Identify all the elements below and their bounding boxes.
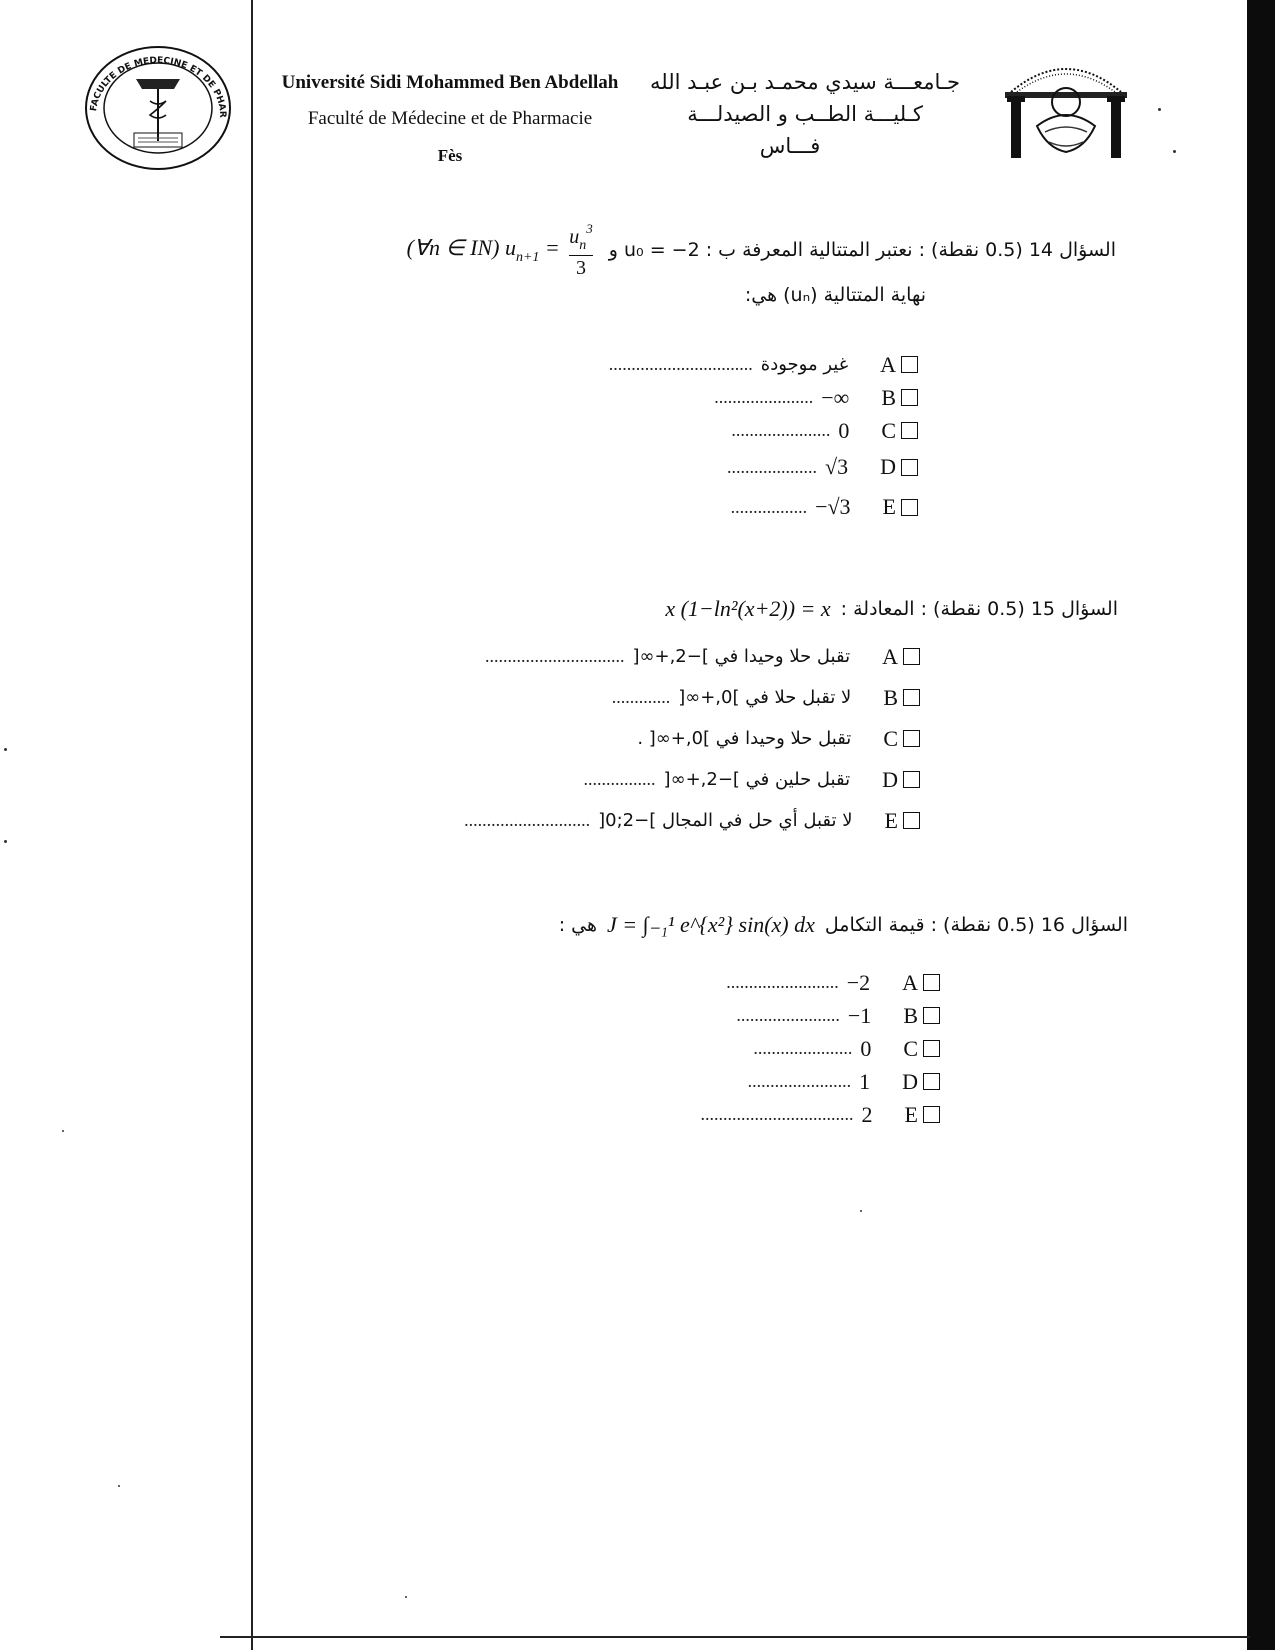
- q16-integral: J = ∫₋₁¹ e^{x²} sin(x) dx: [607, 912, 815, 937]
- q15-option-b-checkbox[interactable]: [903, 689, 920, 706]
- q14-option-b-text: −∞: [821, 384, 850, 410]
- q14-option-a-text: غير موجودة: [760, 354, 849, 375]
- q16-option-e-text: 2: [861, 1101, 873, 1127]
- q16-option-e[interactable]: .................................. 2 E: [560, 1098, 940, 1131]
- scan-speck: [1158, 108, 1161, 111]
- q15-option-a-checkbox[interactable]: [903, 648, 920, 665]
- q16-option-b-text: −1: [847, 1002, 872, 1028]
- q16-option-a[interactable]: ......................... −2 A: [560, 966, 940, 999]
- scan-speck: [4, 748, 7, 751]
- seal-text: FACULTE DE MEDECINE ET DE PHAR: [89, 55, 228, 118]
- q15-option-e-checkbox[interactable]: [903, 812, 920, 829]
- city-ar: فـــاس: [759, 134, 821, 158]
- q15-options: [370, 636, 920, 841]
- q16-option-d-checkbox[interactable]: [923, 1073, 940, 1090]
- q15-option-d-text: تقبل حلين في ]−2,+∞[: [663, 769, 851, 790]
- scan-speck: [405, 1596, 407, 1598]
- q14-option-e-text: −√3: [815, 494, 851, 519]
- university-name-fr: Université Sidi Mohammed Ben Abdellah: [281, 72, 619, 93]
- q14-options: [520, 348, 918, 527]
- scan-left-line: [251, 0, 253, 1650]
- q15-option-c-text: تقبل حلا وحيدا في ]0,+∞[ .: [637, 728, 852, 749]
- faculty-name-ar: كـليـــة الطــب و الصيدلـــة: [687, 102, 923, 126]
- q14-option-e[interactable]: ................. −√3 E: [520, 487, 918, 527]
- q15-option-c[interactable]: تقبل حلا وحيدا في ]0,+∞[ . C: [370, 718, 920, 759]
- q15-option-a[interactable]: ............................... تقبل حلا وحيدا في ]−2,+∞[ A: [370, 636, 920, 677]
- q16-option-c-text: 0: [860, 1035, 872, 1061]
- q16-option-b-checkbox[interactable]: [923, 1007, 940, 1024]
- scan-right-edge: [1247, 0, 1275, 1650]
- q14-option-c-checkbox[interactable]: [901, 422, 918, 439]
- scan-bottom-line: [220, 1636, 1250, 1638]
- q16-title: السؤال 16 (0.5 نقطة) : قيمة التكامل: [824, 914, 1128, 936]
- q14-subtitle: نهاية المتتالية (uₙ) هي:: [744, 284, 926, 306]
- q14-option-e-checkbox[interactable]: [901, 499, 918, 516]
- q16-option-c-checkbox[interactable]: [923, 1040, 940, 1057]
- scan-speck: [1173, 150, 1176, 153]
- q15-option-a-text: تقبل حلا وحيدا في ]−2,+∞[: [632, 646, 851, 667]
- q16-option-c[interactable]: ...................... 0 C: [560, 1032, 940, 1065]
- q14-option-d[interactable]: .................... √3 D: [520, 447, 918, 487]
- q14-recurrence-formula: (∀n ∈ IN) $u_{n+1}$ = $\frac{u_n^3}{3}$: [406, 221, 593, 279]
- q16-header: [540, 912, 1128, 938]
- q15-option-b-text: لا تقبل حلا في ]0,+∞[: [678, 687, 852, 708]
- q14-option-b-checkbox[interactable]: [901, 389, 918, 406]
- q14-title: السؤال 14 (0.5 نقطة) : نعتبر المتتالية المعرفة ب : 2− = u₀ و: [608, 239, 1116, 261]
- q14-option-d-checkbox[interactable]: [901, 459, 918, 476]
- q15-title: السؤال 15 (0.5 نقطة) : المعادلة :: [840, 598, 1118, 620]
- q14-header: [356, 222, 1116, 278]
- q15-option-b[interactable]: ............. لا تقبل حلا في ]0,+∞[ B: [370, 677, 920, 718]
- q16-options: [560, 966, 940, 1131]
- q16-option-a-text: −2: [846, 969, 871, 995]
- q15-option-e[interactable]: ............................ لا تقبل أي حل في المجال ]−2;0[ E: [370, 800, 920, 841]
- q15-option-d[interactable]: ................ تقبل حلين في ]−2,+∞[ D: [370, 759, 920, 800]
- scan-speck: [860, 1210, 862, 1212]
- scan-speck: [118, 1485, 120, 1487]
- q14-option-a-checkbox[interactable]: [901, 356, 918, 373]
- q15-option-c-checkbox[interactable]: [903, 730, 920, 747]
- scan-speck: [62, 1130, 64, 1132]
- scan-speck: [4, 840, 7, 843]
- q14-option-c-text: 0: [838, 417, 850, 443]
- q14-option-a[interactable]: ................................ غير موجودة A: [520, 348, 918, 381]
- q14-option-d-text: √3: [825, 454, 849, 479]
- faculty-name-fr: Faculté de Médecine et de Pharmacie: [307, 108, 593, 129]
- university-emblem-logo: [997, 52, 1135, 164]
- q16-option-d-text: 1: [859, 1068, 871, 1094]
- q14-option-b[interactable]: ...................... −∞ B: [520, 381, 918, 414]
- q15-option-d-checkbox[interactable]: [903, 771, 920, 788]
- q16-option-a-checkbox[interactable]: [923, 974, 940, 991]
- q15-header: [600, 596, 1118, 622]
- q15-equation: x (1−ln²(x+2)) = x: [665, 596, 831, 621]
- city-fr: Fès: [437, 146, 463, 165]
- q15-option-e-text: لا تقبل أي حل في المجال ]−2;0[: [598, 810, 853, 831]
- faculty-seal-logo: [84, 45, 232, 171]
- university-name-ar: جـامعـــة سيدي محمـد بـن عبـد الله: [650, 70, 960, 94]
- q14-option-c[interactable]: ...................... 0 C: [520, 414, 918, 447]
- q16-suffix: هي :: [558, 914, 598, 936]
- q16-option-b[interactable]: ....................... −1 B: [560, 999, 940, 1032]
- q16-option-e-checkbox[interactable]: [923, 1106, 940, 1123]
- q16-option-d[interactable]: ....................... 1 D: [560, 1065, 940, 1098]
